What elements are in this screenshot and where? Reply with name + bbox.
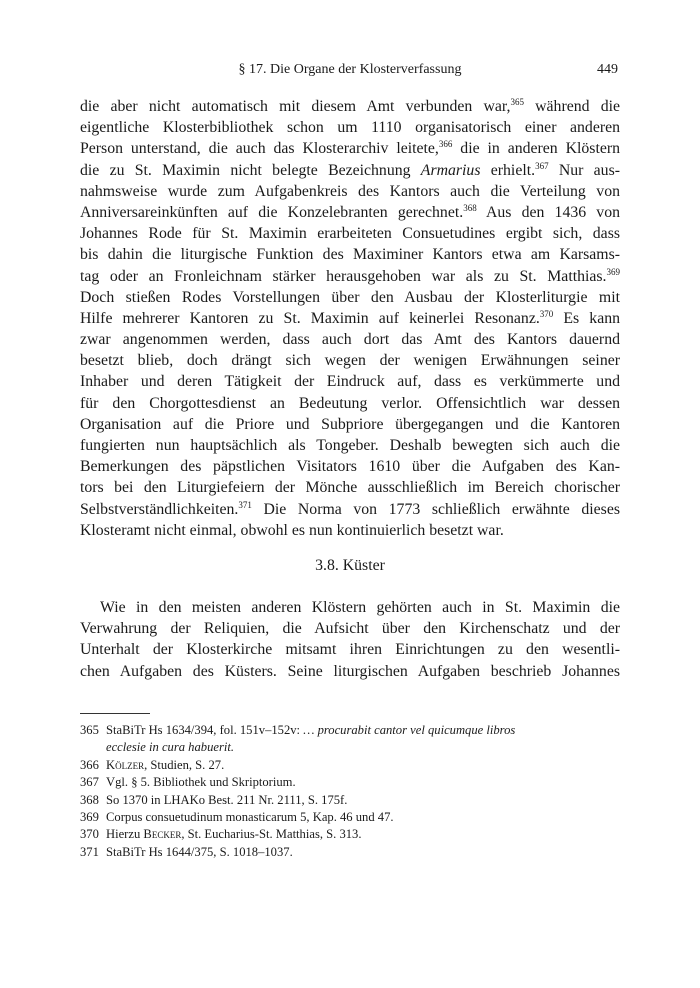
text-run: Die Norma von 1773 schließlich erwähnte dieses (251, 500, 620, 518)
text-line (80, 223, 620, 244)
footnote-reference: 369 (606, 266, 620, 277)
footnote-text (106, 757, 620, 774)
footnote-reference: 370 (539, 308, 554, 319)
footnote-number: 368 (80, 792, 99, 807)
text-line (80, 618, 620, 639)
text-run: chen Aufgaben des Küsters. Seine liturgischen Aufgaben beschrieb Johannes (80, 662, 620, 680)
text-line (80, 477, 620, 498)
body-paragraph-2 (80, 597, 620, 682)
footnote-reference: 366 (438, 139, 453, 150)
footnote-371 (80, 844, 620, 861)
running-title: § 17. Die Organe der Klosterverfassung (238, 62, 462, 77)
footnote-reference: 367 (535, 160, 549, 171)
text-run: die zu St. Maximin nicht belegte Bezeichnung (80, 161, 421, 179)
text-run: während die (523, 98, 620, 115)
text-run: für den Chorgottesdienst an Bedeutung verlor. Offensichtlich war dessen (80, 394, 620, 412)
text-line (80, 456, 620, 477)
text-line (80, 181, 620, 202)
text-line (80, 435, 620, 456)
footnote-365 (80, 722, 620, 739)
text-run: fungierten nun hauptsächlich als Tongeber. Deshalb bewegten sich auch die (80, 437, 620, 454)
section-heading: 3.8. Küster (315, 557, 385, 574)
footnote-text (106, 826, 620, 843)
text-line (80, 117, 620, 138)
text-line (80, 266, 620, 287)
text-line (80, 393, 620, 414)
text-run: Nur aus- (548, 161, 620, 179)
footnote-reference: 371 (238, 499, 252, 510)
text-line (80, 287, 620, 308)
footnote-number: 370 (80, 827, 99, 842)
footnote-number: 371 (80, 844, 99, 859)
text-run: Verwahrung der Reliquien, die Aufsicht über den Kirchenschatz und der (80, 620, 620, 638)
footnote-number: 366 (80, 757, 99, 772)
footnote-reference: 368 (463, 202, 477, 213)
footnote-number: 365 (80, 723, 99, 737)
text-line (80, 329, 620, 350)
running-head (80, 60, 620, 80)
footnote-text (106, 774, 620, 791)
text-run: Anniversareinkünften auf die Konzelebranten gerechnet. (80, 203, 464, 221)
footnote-number: 367 (80, 775, 99, 790)
text-line (80, 96, 620, 117)
page-number: 449 (597, 62, 618, 77)
italic-text: … procurabit cantor vel quicumque libros (303, 723, 516, 737)
text-line (80, 202, 620, 223)
text-run: Selbstverständlichkeiten. (80, 500, 239, 518)
text-run: Wie in den meisten anderen Klöstern gehörten auch in St. Maximin die (100, 599, 620, 616)
text-run: tors bei den Liturgiefeiern der Mönche ausschließlich im Bereich chorischer (80, 479, 620, 497)
text-run: StaBiTr Hs 1634/394, fol. 151v–152v: (106, 723, 304, 737)
text-line (80, 138, 620, 159)
text-line (80, 371, 620, 392)
text-run: Johannes Rode für St. Maximin erarbeiteten Consuetudines ergibt sich, dass (80, 225, 620, 243)
body-paragraph-1 (80, 96, 620, 541)
text-run: eigentliche Klosterbibliothek schon um 1110 organisatorisch einer anderen (80, 119, 620, 137)
text-line (80, 520, 620, 541)
footnote-370 (80, 826, 620, 843)
text-run: besetzt blieb, doch drängt sich wegen der wenigen Erwähnungen seiner (80, 352, 620, 370)
text-run: Vgl. § 5. Bibliothek und Skriptorium. (106, 775, 296, 790)
text-line (80, 308, 620, 329)
text-run: , St. Eucharius-St. Matthias, S. 313. (181, 827, 362, 842)
text-run: Aus den 1436 von (476, 203, 620, 221)
italic-text: Armarius (420, 161, 481, 179)
text-run: Doch stießen Rodes Vorstellungen über den Ausbau der Klosterliturgie mit (80, 288, 620, 306)
text-line (80, 499, 620, 520)
text-run: So 1370 in LHAKo Best. 211 Nr. 2111, S. 175f. (106, 792, 348, 807)
text-line (80, 160, 620, 181)
footnote-number: 369 (80, 810, 99, 825)
footnote-368 (80, 792, 620, 809)
text-run: Organisation auf die Priore und Subpriore übergegangen und die Kantoren (80, 415, 620, 433)
text-line (80, 661, 620, 682)
text-run: Unterhalt der Klosterkirche mitsamt ihren Einrichtungen zu den wesentli- (80, 641, 620, 659)
italic-text: ecclesie in cura habuerit. (106, 740, 234, 755)
footnote-continuation (80, 739, 620, 756)
footnote-text (106, 722, 620, 739)
text-run: Person unterstand, die auch das Klosterarchiv leitete, (80, 140, 439, 158)
text-line (80, 597, 620, 618)
text-run: Corpus consuetudinum monasticarum 5, Kap. 46 und 47. (106, 810, 394, 825)
text-run: Klosteramt nicht einmal, obwohl es nun kontinuierlich besetzt war. (80, 521, 504, 539)
text-run: nahmsweise wurde zum Aufgabenkreis des Kantors auch die Verteilung von (80, 182, 620, 200)
text-line (80, 639, 620, 660)
text-run: die aber nicht automatisch mit diesem Amt verbunden war, (80, 98, 511, 115)
text-run: Hilfe mehrerer Kantoren zu St. Maximin auf keinerlei Resonanz. (80, 309, 540, 327)
footnote-text (106, 792, 620, 809)
footnote-text (106, 809, 620, 826)
text-run: StaBiTr Hs 1644/375, S. 1018–1037. (106, 844, 293, 859)
text-run: Bemerkungen des päpstlichen Visitators 1610 über die Aufgaben des Kan- (80, 458, 620, 476)
footnote-text (106, 844, 620, 861)
footnote-reference: 365 (510, 97, 524, 107)
author-name: Becker (143, 827, 182, 842)
footnote-separator (80, 713, 150, 714)
text-run: , Studien, S. 27. (144, 757, 225, 772)
footnotes (80, 722, 620, 861)
text-run: Inhaber und deren Tätigkeit der Eindruck auf, dass es verkümmerte und (80, 373, 620, 391)
text-run: tag oder an Fronleichnam stärker herausgehoben war als zu St. Matthias. (80, 267, 607, 285)
footnote-369 (80, 809, 620, 826)
text-line (80, 244, 620, 265)
footnote-366 (80, 757, 620, 774)
text-run: Hierzu (106, 827, 144, 842)
text-run: die in anderen Klöstern (452, 140, 620, 158)
author-name: Kölzer (106, 757, 145, 772)
text-line (80, 350, 620, 371)
text-run: zwar angenommen werden, dass auch dort das Amt des Kantors dauernd (80, 331, 620, 349)
text-run: erhielt. (480, 161, 536, 179)
text-run: bis dahin die liturgische Funktion des Maximiner Kantors etwa am Karsams- (80, 246, 620, 264)
footnote-367 (80, 774, 620, 791)
text-line (80, 414, 620, 435)
text-run: Es kann (553, 309, 621, 327)
